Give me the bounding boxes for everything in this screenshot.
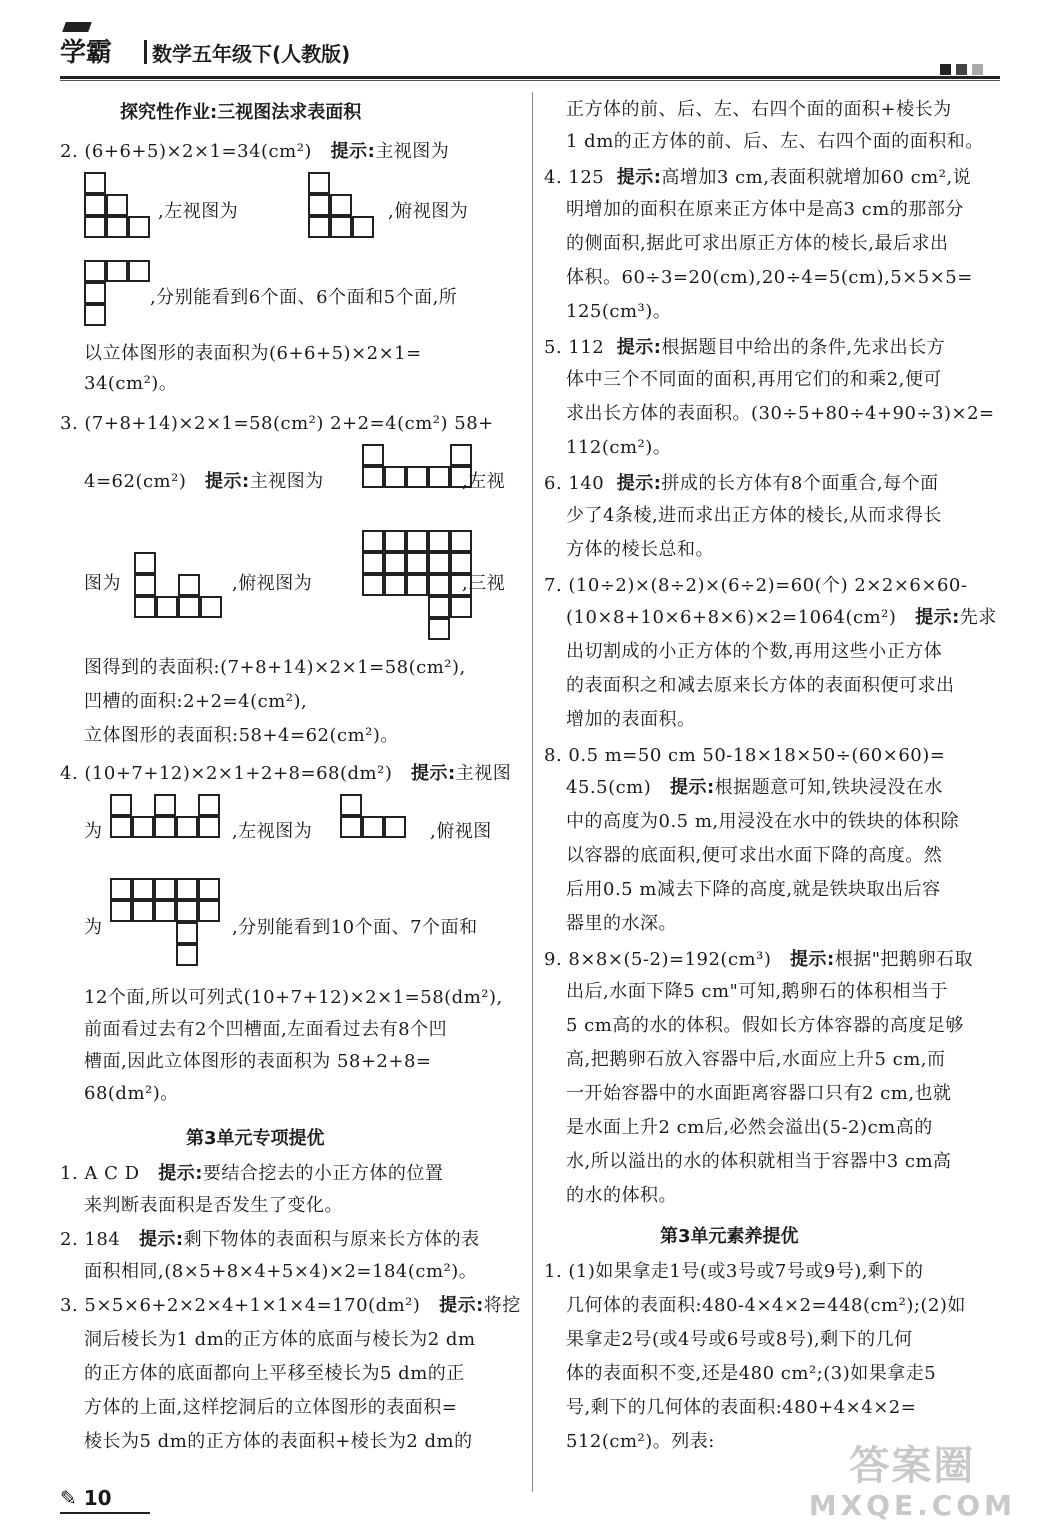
page-number: 10	[83, 1486, 112, 1510]
answer-line: 器里的水深。	[566, 913, 677, 934]
answer-line: ,左视图为	[232, 821, 313, 842]
answer-line: 凹槽的面积:2+2=4(cm²),	[84, 691, 308, 712]
answer-line: 来判断表面积是否发生了变化。	[84, 1195, 343, 1216]
answer-line: 9. 8×8×(5-2)=192(cm³) 提示:根据"把鹅卵石取	[544, 949, 973, 970]
answer-line: ,左视图为	[158, 201, 239, 222]
header-square-icon	[956, 64, 967, 75]
section-heading: 第3单元素养提优	[660, 1226, 799, 1247]
answer-line: ,俯视图为	[388, 201, 469, 222]
answer-line: 少了4条棱,进而求出正方体的棱长,从而求得长	[566, 505, 942, 526]
answer-line: 出切割成的小正方体的个数,再用这些小正方体	[566, 641, 943, 662]
answer-line: 125(cm³)。	[566, 301, 672, 322]
answer-line: 512(cm²)。列表:	[566, 1431, 715, 1452]
answer-line: 112(cm²)。	[566, 437, 672, 458]
answer-line: 12个面,所以可列式(10+7+12)×2×1=58(dm²),	[84, 987, 503, 1008]
answer-line: 1 dm的正方体的前、后、左、右四个面的面积和。	[566, 131, 984, 152]
watermark: 答案圈 MXQE.COM	[808, 1443, 1016, 1522]
answer-line: ,分别能看到6个面、6个面和5个面,所	[150, 287, 458, 308]
book-title: 数学五年级下(人教版)	[152, 42, 351, 66]
answer-line: 体的表面积不变,还是480 cm²;(3)如果拿走5	[566, 1363, 937, 1384]
answer-line: 3. 5×5×6+2×2×4+1×1×4=170(dm²) 提示:将挖	[60, 1295, 521, 1316]
answer-line: 果拿走2号(或4号或6号或8号),剩下的几何	[566, 1329, 913, 1350]
answer-line: 前面看过去有2个凹槽面,左面看过去有8个凹	[84, 1019, 448, 1040]
answer-line: 7. (10÷2)×(8÷2)×(6÷2)=60(个) 2×2×6×60-	[544, 575, 968, 596]
answer-line: 中的高度为0.5 m,用浸没在水中的铁块的体积除	[566, 811, 960, 832]
answer-line: 的正方体的底面都向上平移至棱长为5 dm的正	[84, 1363, 465, 1384]
column-divider	[532, 92, 533, 1492]
answer-line: 水,所以溢出的水的体积就相当于容器中3 cm高	[566, 1151, 952, 1172]
answer-line: 5 cm高的水的体积。假如长方体容器的高度足够	[566, 1015, 964, 1036]
answer-line: 求出长方体的表面积。(30÷5+80÷4+90÷3)×2=	[566, 403, 995, 424]
answer-line: 以立体图形的表面积为(6+6+5)×2×1=	[84, 343, 422, 364]
answer-line: ,分别能看到10个面、7个面和	[232, 917, 478, 938]
answer-line: 正方体的前、后、左、右四个面的面积+棱长为	[566, 99, 952, 120]
answer-line: 34(cm²)。	[84, 373, 178, 394]
answer-line: 面积相同,(8×5+8×4+5×4)×2=184(cm²)。	[84, 1261, 478, 1282]
header-rule-thin	[60, 80, 1000, 81]
brand-logo: 学霸	[60, 32, 112, 69]
answer-line: 的表面积之和减去原来长方体的表面积便可求出	[566, 675, 955, 696]
answer-line: 1. A C D 提示:要结合挖去的小正方体的位置	[60, 1163, 444, 1184]
answer-line: 为	[84, 917, 103, 938]
answer-line: 槽面,因此立体图形的表面积为 58+2+8=	[84, 1051, 432, 1072]
answer-line: 后用0.5 m减去下降的高度,就是铁块取出后容	[566, 879, 941, 900]
answer-line: 明增加的面积在原来正方体中是高3 cm的那部分	[566, 199, 964, 220]
answer-line: 图得到的表面积:(7+8+14)×2×1=58(cm²),	[84, 657, 466, 678]
answer-line: ,左视	[462, 471, 506, 492]
answer-line: 的侧面积,据此可求出原正方体的棱长,最后求出	[566, 233, 949, 254]
answer-line: 2. 184 提示:剩下物体的表面积与原来长方体的表	[60, 1229, 480, 1250]
header-square-icon	[972, 64, 983, 75]
section-heading: 探究性作业:三视图法求表面积	[120, 102, 362, 123]
answer-line: (10×8+10×6+8×6)×2=1064(cm²) 提示:先求	[566, 607, 997, 628]
answer-line: 4. (10+7+12)×2×1+2+8=68(dm²) 提示:主视图	[60, 763, 512, 784]
answer-line: 高,把鹅卵石放入容器中后,水面应上升5 cm,而	[566, 1049, 946, 1070]
header-rule	[60, 76, 1000, 79]
answer-line: 增加的表面积。	[566, 709, 696, 730]
answer-line: 4=62(cm²) 提示:主视图为	[84, 471, 324, 492]
answer-line: 5. 112 提示:根据题目中给出的条件,先求出长方	[544, 337, 946, 358]
answer-line: 体中三个不同面的面积,再用它们的和乘2,便可	[566, 369, 942, 390]
answer-line: 出后,水面下降5 cm"可知,鹅卵石的体积相当于	[566, 981, 949, 1002]
answer-line: 方体的上面,这样挖洞后的立体图形的表面积=	[84, 1397, 458, 1418]
answer-line: 6. 140 提示:拼成的长方体有8个面重合,每个面	[544, 473, 939, 494]
answer-line: 45.5(cm) 提示:根据题意可知,铁块浸没在水	[566, 777, 943, 798]
answer-line: 4. 125 提示:高增加3 cm,表面积就增加60 cm²,说	[544, 167, 972, 188]
header-square-icon	[940, 64, 951, 75]
answer-line: 3. (7+8+14)×2×1=58(cm²) 2+2=4(cm²) 58+	[60, 413, 494, 434]
answer-line: 的水的体积。	[566, 1185, 677, 1206]
answer-line: 立体图形的表面积:58+4=62(cm²)。	[84, 725, 399, 746]
section-heading: 第3单元专项提优	[186, 1128, 325, 1149]
answer-line: 方体的棱长总和。	[566, 539, 714, 560]
answer-line: 是水面上升2 cm后,必然会溢出(5-2)cm高的	[566, 1117, 933, 1138]
answer-line: 1. (1)如果拿走1号(或3号或7号或9号),剩下的	[544, 1261, 924, 1282]
answer-line: 一开始容器中的水面距离容器口只有2 cm,也就	[566, 1083, 952, 1104]
page-header	[60, 28, 1000, 78]
answer-line: 68(dm²)。	[84, 1083, 179, 1104]
answer-line: ,俯视图	[430, 821, 492, 842]
answer-line: ,三视	[462, 573, 506, 594]
answer-line: 洞后棱长为1 dm的正方体的底面与棱长为2 dm	[84, 1329, 476, 1350]
pencil-icon: ✎	[60, 1486, 77, 1510]
answer-line: 为	[84, 821, 103, 842]
footer-rule	[60, 1512, 150, 1514]
answer-line: ,俯视图为	[232, 573, 313, 594]
answer-line: 以容器的底面积,便可求出水面下降的高度。然	[566, 845, 943, 866]
answer-line: 几何体的表面积:480-4×4×2=448(cm²);(2)如	[566, 1295, 966, 1316]
answer-line: 2. (6+6+5)×2×1=34(cm²) 提示:主视图为	[60, 141, 450, 162]
graduation-cap-icon	[62, 22, 92, 32]
header-separator	[144, 40, 147, 64]
answer-line: 图为	[84, 573, 121, 594]
page-footer	[60, 1486, 112, 1510]
answer-line: 体积。60÷3=20(cm),20÷4=5(cm),5×5×5=	[566, 267, 973, 288]
answer-line: 号,剩下的几何体的表面积:480+4×4×2=	[566, 1397, 917, 1418]
answer-line: 8. 0.5 m=50 cm 50-18×18×50÷(60×60)=	[544, 745, 946, 766]
answer-line: 棱长为5 dm的正方体的表面积+棱长为2 dm的	[84, 1431, 473, 1452]
